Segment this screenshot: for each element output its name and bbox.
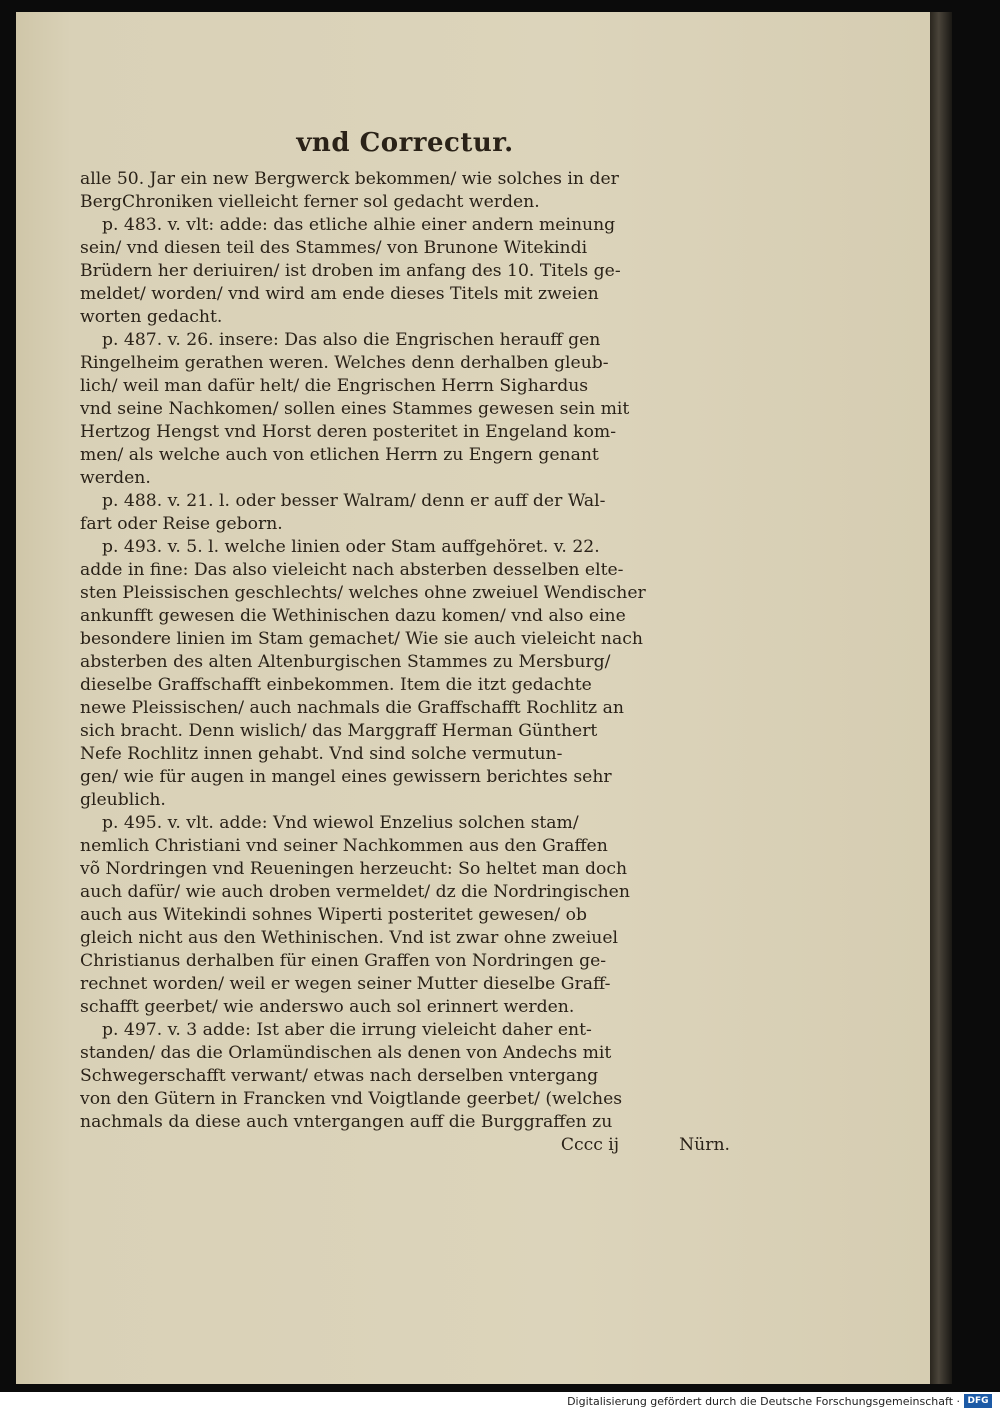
text-line: gleublich. bbox=[80, 790, 166, 810]
text-line: alle 50. Jar ein new Bergwerck bekommen/ wie solches in der bbox=[80, 169, 619, 189]
catchword: Nürn. bbox=[679, 1135, 730, 1155]
text-line: Hertzog Hengst vnd Horst deren posteritet in Engeland kom- bbox=[80, 422, 617, 442]
text-line: fart oder Reise geborn. bbox=[80, 514, 283, 534]
text-line: standen/ das die Orlamündischen als denen von Andechs mit bbox=[80, 1043, 612, 1063]
text-line: p. 483. v. vlt: adde: das etliche alhie einer andern meinung bbox=[102, 215, 616, 235]
text-line: nemlich Christiani vnd seiner Nachkommen aus den Graffen bbox=[80, 836, 608, 856]
text-line: p. 488. v. 21. l. oder besser Walram/ denn er auff der Wal- bbox=[102, 491, 606, 511]
text-line: auch aus Witekindi sohnes Wiperti posteritet gewesen/ ob bbox=[80, 905, 587, 925]
text-line: p. 487. v. 26. insere: Das also die Engrischen herauff gen bbox=[102, 330, 601, 350]
text-line: Schwegerschafft verwant/ etwas nach derselben vntergang bbox=[80, 1066, 599, 1086]
footer-bar bbox=[0, 1392, 1000, 1412]
text-line: worten gedacht. bbox=[80, 307, 223, 327]
text-line: sein/ vnd diesen teil des Stammes/ von Brunone Witekindi bbox=[80, 238, 588, 258]
footer-credit: Digitalisierung gefördert durch die Deutsche Forschungsgemeinschaft · bbox=[567, 1395, 960, 1408]
text-line: von den Gütern in Francken vnd Voigtlande geerbet/ (welches bbox=[80, 1089, 623, 1109]
text-line: sten Pleissischen geschlechts/ welches ohne zweiuel Wendischer bbox=[80, 583, 646, 603]
body-text bbox=[80, 168, 730, 1134]
text-line: võ Nordringen vnd Reueningen herzeucht: So heltet man doch bbox=[80, 859, 628, 879]
text-line: besondere linien im Stam gemachet/ Wie sie auch vieleicht nach bbox=[80, 629, 643, 649]
text-line: newe Pleissischen/ auch nachmals die Graffschafft Rochlitz an bbox=[80, 698, 624, 718]
text-line: ankunfft gewesen die Wethinischen dazu komen/ vnd also eine bbox=[80, 606, 626, 626]
text-line: gleich nicht aus den Wethinischen. Vnd ist zwar ohne zweiuel bbox=[80, 928, 619, 948]
text-line: p. 495. v. vlt. adde: Vnd wiewol Enzelius solchen stam/ bbox=[102, 813, 579, 833]
text-line: lich/ weil man dafür helt/ die Engrischen Herrn Sighardus bbox=[80, 376, 589, 396]
page-text-block bbox=[80, 128, 730, 1157]
signature-line bbox=[80, 1134, 730, 1157]
text-line: absterben des alten Altenburgischen Stammes zu Mersburg/ bbox=[80, 652, 611, 672]
text-line: men/ als welche auch von etlichen Herrn zu Engern genant bbox=[80, 445, 599, 465]
signature-mark: Cccc ij bbox=[560, 1135, 620, 1155]
text-line: Ringelheim gerathen weren. Welches denn derhalben gleub- bbox=[80, 353, 609, 373]
text-line: schafft geerbet/ wie anderswo auch sol erinnert werden. bbox=[80, 997, 575, 1017]
text-line: adde in fine: Das also vieleicht nach absterben desselben elte- bbox=[80, 560, 624, 580]
page-edge bbox=[930, 12, 952, 1384]
text-line: gen/ wie für augen in mangel eines gewissern berichtes sehr bbox=[80, 767, 612, 787]
dfg-logo: DFG bbox=[964, 1394, 992, 1408]
text-line: Nefe Rochlitz innen gehabt. Vnd sind solche vermutun- bbox=[80, 744, 563, 764]
text-line: sich bracht. Denn wislich/ das Marggraff Herman Günthert bbox=[80, 721, 598, 741]
text-line: p. 493. v. 5. l. welche linien oder Stam auffgehöret. v. 22. bbox=[102, 537, 600, 557]
text-line: vnd seine Nachkomen/ sollen eines Stammes gewesen sein mit bbox=[80, 399, 630, 419]
running-head: vnd Correctur. bbox=[296, 128, 514, 158]
text-line: dieselbe Graffschafft einbekommen. Item die itzt gedachte bbox=[80, 675, 592, 695]
text-line: BergChroniken vielleicht ferner sol gedacht werden. bbox=[80, 192, 540, 212]
text-line: p. 497. v. 3 adde: Ist aber die irrung vieleicht daher ent- bbox=[102, 1020, 592, 1040]
text-line: nachmals da diese auch vntergangen auff die Burggraffen zu bbox=[80, 1112, 613, 1132]
text-line: Brüdern her deriuiren/ ist droben im anfang des 10. Titels ge- bbox=[80, 261, 621, 281]
text-line: Christianus derhalben für einen Graffen von Nordringen ge- bbox=[80, 951, 607, 971]
text-line: rechnet worden/ weil er wegen seiner Mutter dieselbe Graff- bbox=[80, 974, 611, 994]
text-line: meldet/ worden/ vnd wird am ende dieses Titels mit zweien bbox=[80, 284, 599, 304]
text-line: auch dafür/ wie auch droben vermeldet/ dz die Nordringischen bbox=[80, 882, 630, 902]
text-line: werden. bbox=[80, 468, 151, 488]
